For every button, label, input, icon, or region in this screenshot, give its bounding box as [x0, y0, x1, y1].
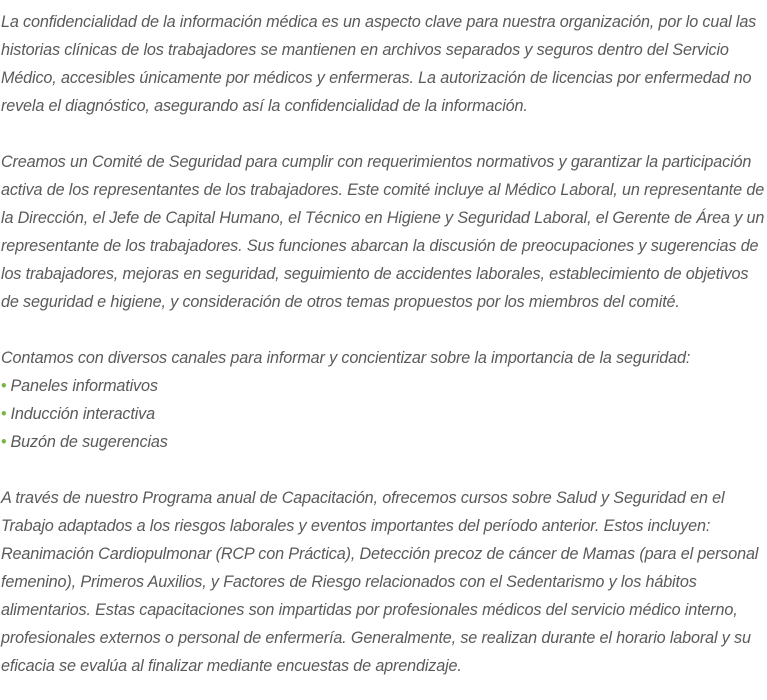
confidentiality-paragraph: La confidencialidad de la información médica es un aspecto clave para nuestra organización, por lo cual las historias clínicas de los trabajadores se mantienen en archivos separados y seguros dentro del Servicio Médico, accesibles únicamente por médicos y enfermeras. La autorización de licencias por enfermedad no revela el diagnóstico, asegurando así la confidencialidad de la información. — [1, 13, 757, 115]
safety-committee-paragraph: Creamos un Comité de Seguridad para cumplir con requerimientos normativos y garantizar la participación activa de los representantes de los trabajadores. Este comité incluye al Médico Laboral, un representante de la Dirección, el Jefe de Capital Humano, el Técnico en Higiene y Seguridad Laboral, el Gerente de Área y un representante de los trabajadores. Sus funciones abarcan la discusión de preocupaciones y sugerencias de los trabajadores, mejoras en seguridad, seguimiento de accidentes laborales, establecimiento de objetivos de seguridad e higiene, y consideración de otros temas propuestos por los miembros del comité. — [1, 153, 765, 311]
list-item-label: Inducción interactiva — [10, 405, 155, 423]
list-item — [1, 400, 767, 428]
bullet-icon: • — [1, 433, 7, 451]
channels-list — [1, 372, 767, 456]
list-item — [1, 428, 767, 456]
list-item-label: Paneles informativos — [10, 377, 158, 395]
channels-intro: Contamos con diversos canales para informar y concientizar sobre la importancia de la seguridad: — [1, 349, 691, 367]
training-program-paragraph: A través de nuestro Programa anual de Capacitación, ofrecemos cursos sobre Salud y Seguridad en el Trabajo adaptados a los riesgos laborales y eventos importantes del período anterior. Estos incluyen: Reanimación Cardiopulmonar (RCP con Práctica), Detección precoz de cáncer de Mamas (para el personal femenino), Primeros Auxilios, y Factores de Riesgo relacionados con el Sedentarismo y los hábitos alimentarios. Estas capacitaciones son impartidas por profesionales médicos del servicio médico interno, profesionales externos o personal de enfermería. Generalmente, se realizan durante el horario laboral y su eficacia se evalúa al finalizar mediante encuestas de aprendizaje. — [1, 489, 759, 675]
bullet-icon: • — [1, 405, 7, 423]
list-item — [1, 372, 767, 400]
bullet-icon: • — [1, 377, 7, 395]
list-item-label: Buzón de sugerencias — [10, 433, 168, 451]
